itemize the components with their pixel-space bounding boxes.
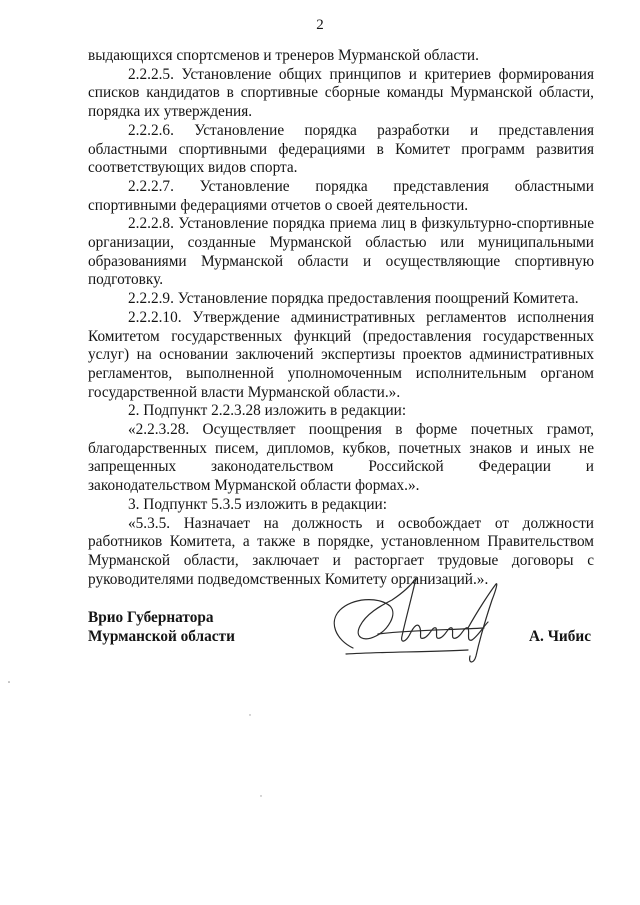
paragraph: 2.2.2.8. Установление порядка приема лиц в физкультурно-спортивные организации, созданные Мурманской областью или муниципальными образованиями Мурманской области и осуществляющие спортивную подготовку. <box>88 215 594 289</box>
page-number: 2 <box>316 17 324 33</box>
paragraph: 2.2.2.6. Установление порядка разработки и представления областными спортивными федерациями в Комитет программ развития соответствующих видов спорта. <box>88 121 594 177</box>
paragraph: 2.2.2.10. Утверждение административных регламентов исполнения Комитетом государственных функций (предоставления государственных услуг) на основании заключений экспертизы проектов административных регламентов, выполненной уполномоченным исполнительным органом государственной власти Мурманской области.». <box>88 308 594 401</box>
paragraph: 2.2.2.5. Установление общих принципов и критериев формирования списков кандидатов в спортивные сборные команды Мурманской области, порядка их утверждения. <box>88 65 594 121</box>
paragraph: выдающихся спортсменов и тренеров Мурманской области. <box>88 47 479 64</box>
signer-name: А. Чибис <box>529 628 591 645</box>
paragraph: 2.2.2.7. Установление порядка представления областными спортивными федерациями отчетов о своей деятельности. <box>88 177 594 214</box>
paragraph: 2. Подпункт 2.2.3.28 изложить в редакции: <box>128 402 407 420</box>
paragraph: 3. Подпункт 5.3.5 изложить в редакции: <box>128 495 387 513</box>
signer-title <box>88 608 235 646</box>
paragraph: 2.2.2.9. Установление порядка предоставления поощрений Комитета. <box>128 290 579 308</box>
paragraph: «2.2.3.28. Осуществляет поощрения в форме почетных грамот, благодарственных писем, дипломов, кубков, почетных знаков и иных не запрещенных законодательством Российской Федерации и законодательством Мурманской области формах.». <box>88 421 594 495</box>
document-body <box>88 47 594 589</box>
signer-title-line: Врио Губернатора <box>88 609 214 626</box>
paragraph: «5.3.5. Назначает на должность и освобождает от должности работников Комитета, а также в порядке, установленном Правительством Мурманской области, заключает и расторгает трудовые договоры с руководителями подведомственных Комитету организаций.». <box>88 514 594 588</box>
signer-title-line: Мурманской области <box>88 628 235 645</box>
handwritten-signature <box>318 570 518 670</box>
